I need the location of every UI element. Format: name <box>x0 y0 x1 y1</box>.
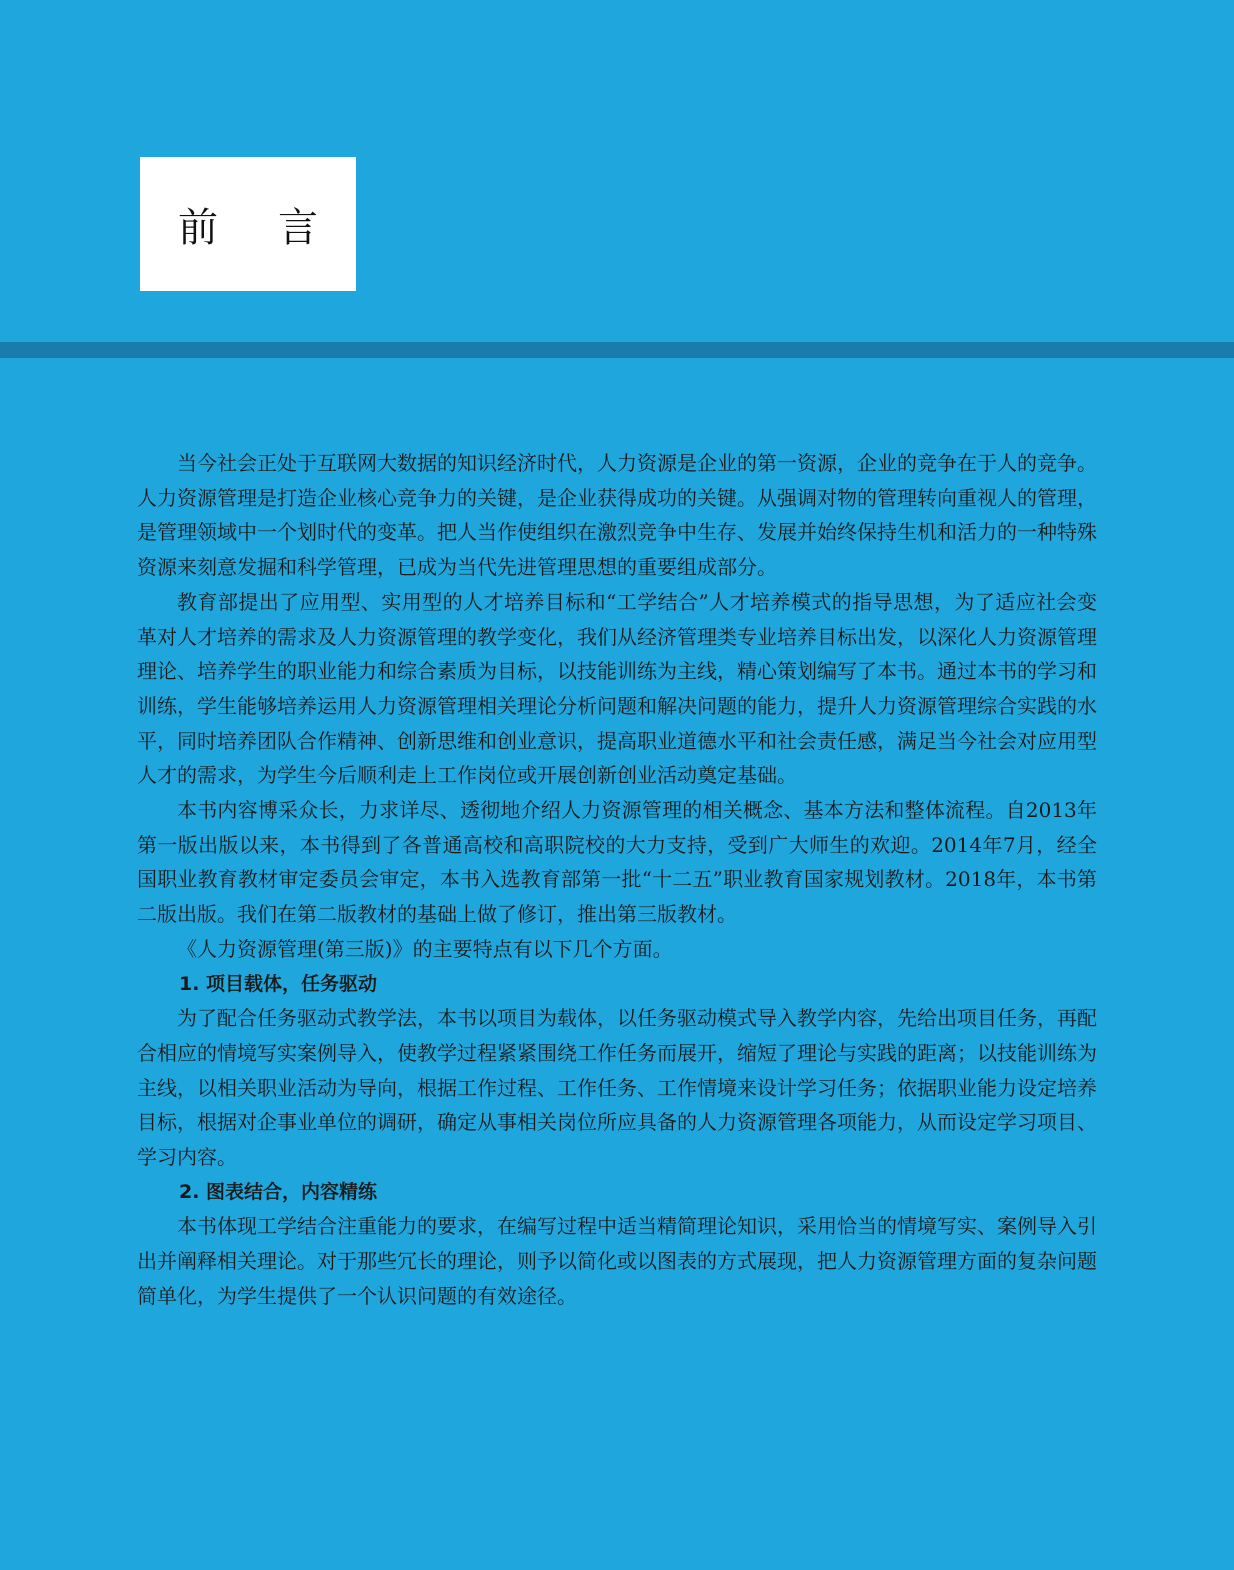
paragraph-history: 本书内容博采众长，力求详尽、透彻地介绍人力资源管理的相关概念、基本方法和整体流程。自2013年第一版出版以来，本书得到了各普通高校和高职院校的大力支持，受到广大师生的欢迎。2014年7月，经全国职业教育教材审定委员会审定，本书入选教育部第一批“十二五”职业教育国家规划教材。2018年，本书第二版出版。我们在第二版教材的基础上做了修订，推出第三版教材。 <box>137 798 1097 927</box>
section-heading-1: 1. 项目载体，任务驱动 <box>179 972 378 995</box>
paragraph-ministry: 教育部提出了应用型、实用型的人才培养目标和“工学结合”人才培养模式的指导思想，为了适应社会变革对人才培养的需求及人力资源管理的教学变化，我们从经济管理类专业培养目标出发，以深化人力资源管理理论、培养学生的职业能力和综合素质为目标，以技能训练为主线，精心策划编写了本书。通过本书的学习和训练，学生能够培养运用人力资源管理相关理论分析问题和解决问题的能力，提升人力资源管理综合实践的水平，同时培养团队合作精神、创新思维和创业意识，提高职业道德水平和社会责任感，满足当今社会对应用型人才的需求，为学生今后顺利走上工作岗位或开展创新创业活动奠定基础。 <box>137 589 1097 788</box>
title-box <box>140 157 378 291</box>
paragraph-project: 为了配合任务驱动式教学法，本书以项目为载体，以任务驱动模式导入教学内容，先给出项目任务，再配合相应的情境写实案例导入，使教学过程紧紧围绕工作任务而展开，缩短了理论与实践的距离；以技能训练为主线，以相关职业活动为导向，根据工作过程、工作任务、工作情境来设计学习任务；依据职业能力设定培养目标，根据对企事业单位的调研，确定从事相关岗位所应具备的人力资源管理各项能力，从而设定学习项目、学习内容。 <box>137 1006 1097 1170</box>
paragraph-charts: 本书体现工学结合注重能力的要求，在编写过程中适当精简理论知识，采用恰当的情境写实、案例导入引出并阐释相关理论。对于那些冗长的理论，则予以简化或以图表的方式展现，把人力资源管理方面的复杂问题简单化，为学生提供了一个认识问题的有效途径。 <box>137 1214 1097 1308</box>
paragraph-intro: 当今社会正处于互联网大数据的知识经济时代，人力资源是企业的第一资源，企业的竞争在于人的竞争。人力资源管理是打造企业核心竞争力的关键，是企业获得成功的关键。从强调对物的管理转向重视人的管理，是管理领域中一个划时代的变革。把人当作使组织在激烈竞争中生存、发展并始终保持生机和活力的一种特殊资源来刻意发掘和科学管理，已成为当代先进管理思想的重要组成部分。 <box>137 451 1097 580</box>
section-heading-2: 2. 图表结合，内容精练 <box>179 1180 378 1203</box>
header-divider <box>0 342 1234 358</box>
paragraph-features-intro: 《人力资源管理(第三版)》的主要特点有以下几个方面。 <box>177 936 673 961</box>
body-text <box>137 446 1097 1314</box>
page-title: 前言 <box>178 204 378 251</box>
